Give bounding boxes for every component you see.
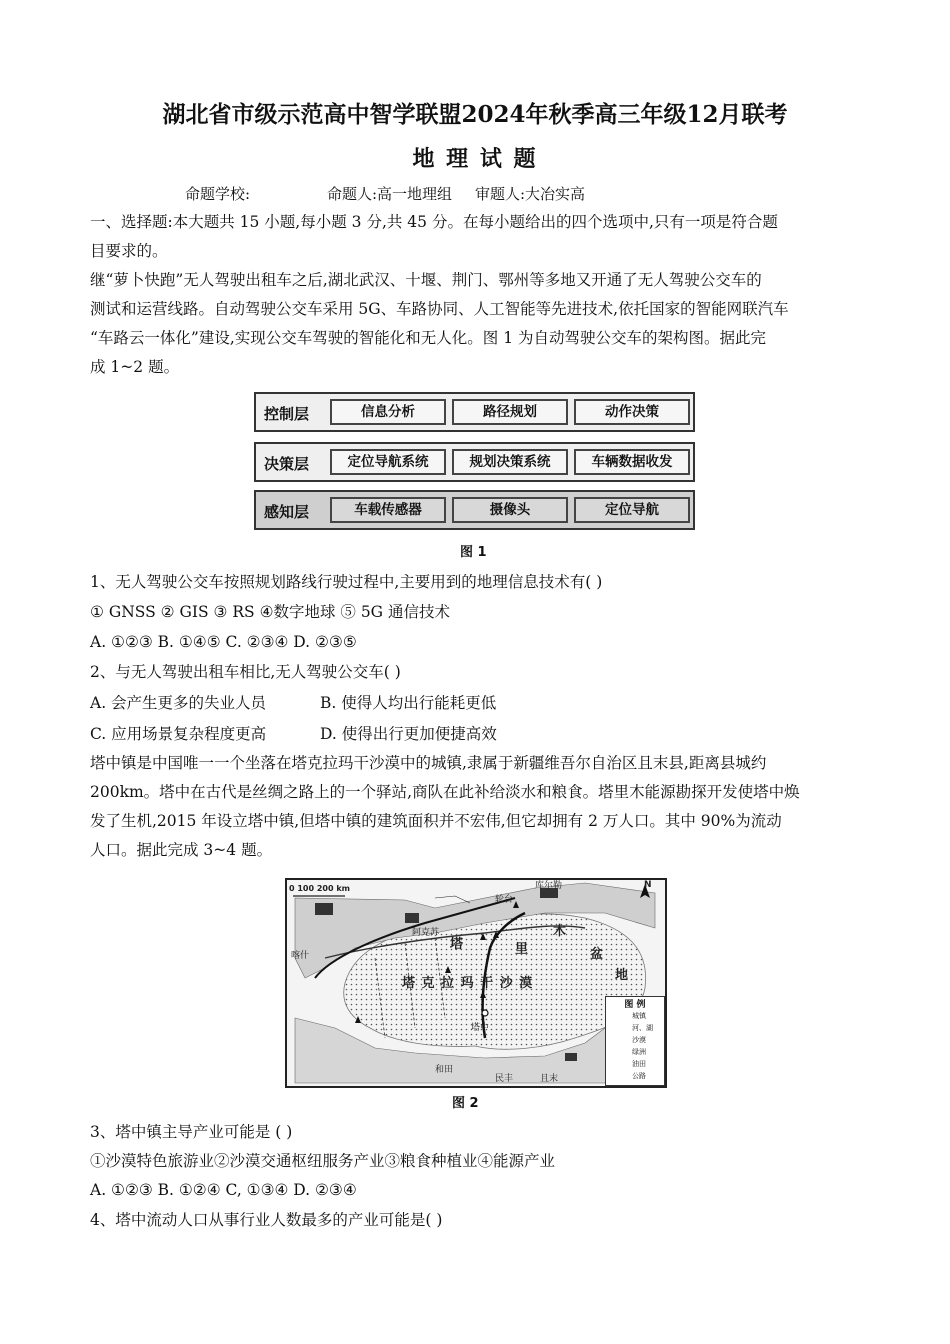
figure-2-map: [285, 878, 667, 1088]
map-north-label: N: [644, 880, 652, 890]
control-layer: [254, 392, 695, 432]
oasis-mark: [315, 903, 333, 915]
tazhong-town-mark: [482, 1010, 488, 1016]
q2-option-b: B. 使得人均出行能耗更低: [320, 694, 497, 712]
layer-box: 定位导航系统: [330, 449, 446, 475]
basin-char: 里: [515, 942, 529, 957]
q2-option-c: C. 应用场景复杂程度更高: [90, 725, 267, 743]
place-label: 和田: [435, 1065, 454, 1075]
place-label: 库尔勒: [535, 881, 563, 891]
place-label: 阿克苏: [412, 928, 440, 938]
q1-options: A. ①②③ B. ①④⑤ C. ②③④ D. ②③⑤: [90, 633, 357, 651]
passage-1-line: 成 1~2 题。: [90, 358, 180, 376]
decision-layer: [254, 442, 695, 482]
basin-char: 盆: [590, 947, 604, 962]
place-label: 民丰: [495, 1074, 514, 1084]
legend-item: 河、湖: [632, 1024, 653, 1032]
layer-box: 动作决策: [574, 399, 690, 425]
q3-stem: 3、塔中镇主导产业可能是 ( ): [90, 1123, 293, 1141]
section-line-1: 一、选择题:本大题共 15 小题,每小题 3 分,共 45 分。在每小题给出的四个选项中,只有一项是符合题: [90, 213, 778, 231]
legend-title: 图 例: [624, 1000, 646, 1010]
layer-box: 定位导航: [574, 497, 690, 523]
basin-char: 地: [615, 968, 629, 983]
school-label: 命题学校:: [185, 185, 251, 203]
layer-box: 信息分析: [330, 399, 446, 425]
passage-2: [90, 749, 860, 865]
section-instructions: [90, 208, 860, 266]
q1-stem: 1、无人驾驶公交车按照规划路线行驶过程中,主要用到的地理信息技术有( ): [90, 573, 603, 591]
legend-item: 沙漠: [632, 1036, 646, 1044]
passage-2-line: 人口。据此完成 3~4 题。: [90, 841, 273, 859]
layer-box: 车辆数据收发: [574, 449, 690, 475]
map-legend: [605, 996, 665, 1086]
subject-title: 地 理 试 题: [412, 146, 538, 172]
passage-2-line: 发了生机,2015 年设立塔中镇,但塔中镇的建筑面积并不宏伟,但它却拥有 2 万人口。其中 90%为流动: [90, 812, 782, 830]
q3-options: A. ①②③ B. ①②④ C, ①③④ D. ②③④: [90, 1181, 357, 1199]
reviewer-label: 审题人:大冶实高: [475, 185, 586, 203]
layer-name: 决策层: [264, 455, 310, 473]
passage-2-line: 200km。塔中在古代是丝绸之路上的一个驿站,商队在此补给淡水和粮食。塔里木能源勘探开发使塔中焕: [90, 783, 800, 801]
passage-1-line: 继“萝卜快跑”无人驾驶出租车之后,湖北武汉、十堰、荆门、鄂州等多地又开通了无人驾驶公交车的: [90, 271, 762, 289]
perception-layer: [254, 490, 695, 530]
layer-box: 规划决策系统: [452, 449, 568, 475]
layer-box: 车载传感器: [330, 497, 446, 523]
oasis-mark: [405, 913, 419, 923]
figure-1-caption: 图 1: [460, 545, 487, 560]
basin-char: 木: [553, 924, 567, 939]
basin-char: 塔: [450, 937, 464, 952]
q2-option-a: A. 会产生更多的失业人员: [90, 694, 267, 712]
layer-name: 控制层: [264, 405, 310, 423]
map-scale-label: 0 100 200 km: [289, 884, 350, 893]
q2-option-d: D. 使得出行更加便捷高效: [320, 725, 497, 743]
place-label: 且末: [540, 1074, 559, 1084]
layer-name: 感知层: [264, 503, 310, 521]
passage-1-line: 测试和运营线路。自动驾驶公交车采用 5G、车路协同、人工智能等先进技术,依托国家的智能网联汽车: [90, 300, 789, 318]
passage-2-line: 塔中镇是中国唯一一个坐落在塔克拉玛干沙漠中的城镇,隶属于新疆维吾尔自治区且末县,距离县城约: [90, 754, 767, 772]
desert-name: 塔 克 拉 玛 干 沙 漠: [402, 976, 534, 991]
q4-stem: 4、塔中流动人口从事行业人数最多的产业可能是( ): [90, 1211, 443, 1229]
figure-2-caption: 图 2: [452, 1096, 479, 1111]
q1-items: ① GNSS ② GIS ③ RS ④数字地球 ⑤ 5G 通信技术: [90, 603, 450, 621]
figure-1-architecture: [254, 392, 697, 532]
q3-items: ①沙漠特色旅游业②沙漠交通枢纽服务产业③粮食种植业④能源产业: [90, 1152, 556, 1170]
legend-item: 油田: [632, 1060, 646, 1068]
oasis-mark: [565, 1053, 577, 1061]
exam-meta: [185, 183, 585, 204]
place-label: 轮台: [495, 895, 514, 905]
place-label: 喀什: [291, 951, 310, 961]
place-label: 塔中: [471, 1023, 490, 1033]
layer-box: 路径规划: [452, 399, 568, 425]
author-label: 命题人:高一地理组: [327, 185, 453, 203]
legend-item: 城镇: [632, 1012, 646, 1020]
legend-item: 公路: [632, 1072, 646, 1080]
exam-title: 湖北省市级示范高中智学联盟2024年秋季高三年级12月联考: [162, 101, 788, 128]
legend-item: 绿洲: [632, 1048, 646, 1056]
passage-1-line: “车路云一体化”建设,实现公交车驾驶的智能化和无人化。图 1 为自动驾驶公交车的架构图。据此完: [90, 329, 766, 347]
layer-box: 摄像头: [452, 497, 568, 523]
q2-stem: 2、与无人驾驶出租车相比,无人驾驶公交车( ): [90, 663, 401, 681]
section-line-2: 目要求的。: [90, 242, 168, 260]
passage-1: [90, 266, 860, 382]
